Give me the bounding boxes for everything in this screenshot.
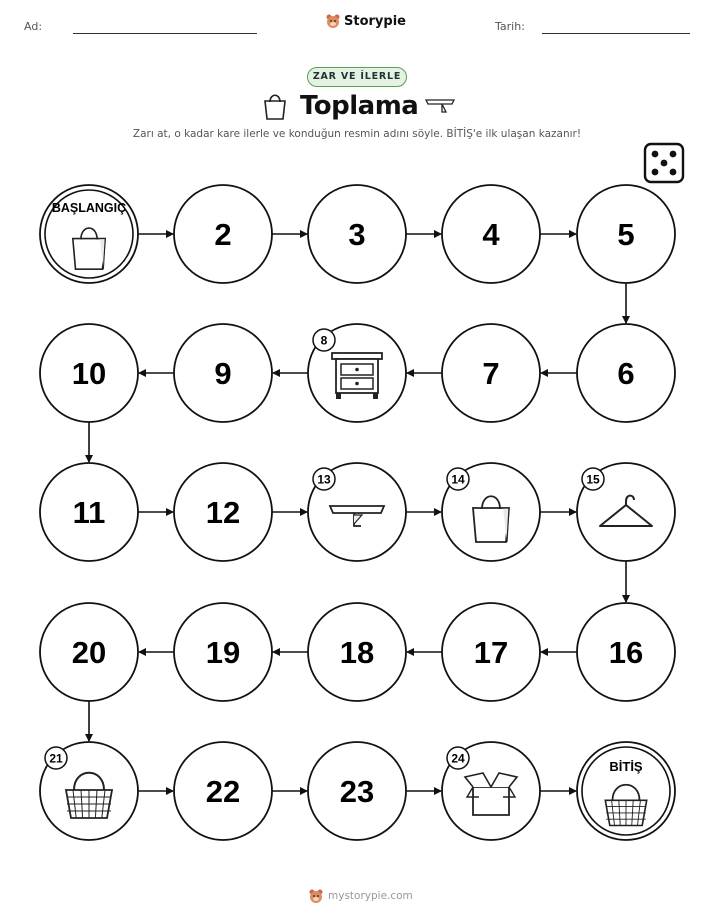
cell-number: 9 (214, 356, 232, 391)
cell-number: 12 (205, 495, 241, 530)
cell-number: 4 (482, 217, 500, 252)
board-cell-18[interactable] (308, 603, 406, 701)
board-cell-2[interactable] (174, 185, 272, 283)
board-cell-14[interactable] (442, 463, 540, 561)
board-cell-21[interactable] (40, 742, 138, 840)
finish-label: BİTİŞ (609, 759, 643, 774)
cell-number: 2 (214, 217, 232, 252)
board-cell-19[interactable] (174, 603, 272, 701)
cell-number: 20 (71, 635, 107, 670)
cell-number: 14 (451, 472, 465, 487)
board-cell-12[interactable] (174, 463, 272, 561)
cell-number: 8 (320, 333, 328, 348)
instructions: Zarı at, o kadar kare ilerle ve konduğun resmin adını söyle. BİTİŞ'e ilk ulaşan kazanır! (132, 128, 582, 140)
board-cell-13[interactable] (308, 463, 406, 561)
cell-number: 23 (339, 774, 375, 809)
board-cell-22[interactable] (174, 742, 272, 840)
cell-number: 3 (348, 217, 366, 252)
cell-number: 11 (72, 495, 106, 530)
board-cell-15[interactable] (577, 463, 675, 561)
board-cell-1[interactable] (40, 185, 138, 283)
board-cell-25[interactable] (577, 742, 675, 840)
nightstand-icon (332, 353, 382, 399)
activity-badge: ZAR VE İLERLE (307, 67, 407, 87)
cell-number: 15 (586, 472, 600, 487)
cell-number: 5 (617, 217, 635, 252)
board-cell-8[interactable] (308, 324, 406, 422)
cell-number: 21 (49, 751, 63, 766)
board-cell-5[interactable] (577, 185, 675, 283)
bear-mascot-icon (308, 888, 324, 904)
board-cell-7[interactable] (442, 324, 540, 422)
name-label: Ad: (24, 20, 43, 33)
board-cell-10[interactable] (40, 324, 138, 422)
cell-number: 24 (451, 751, 465, 766)
cell-number: 19 (205, 635, 241, 670)
date-label: Tarih: (495, 20, 525, 33)
cell-number: 13 (317, 472, 331, 487)
board-cell-23[interactable] (308, 742, 406, 840)
board-cell-11[interactable] (40, 463, 138, 561)
board-cell-9[interactable] (174, 324, 272, 422)
board-cell-3[interactable] (308, 185, 406, 283)
board-cell-6[interactable] (577, 324, 675, 422)
cell-number: 10 (71, 356, 107, 391)
page-title: Toplama (300, 91, 419, 121)
cell-number: 16 (608, 635, 644, 670)
board-cell-16[interactable] (577, 603, 675, 701)
footer-url[interactable]: mystorypie.com (328, 890, 413, 902)
board-cell-24[interactable] (442, 742, 540, 840)
board-cell-17[interactable] (442, 603, 540, 701)
board-cell-20[interactable] (40, 603, 138, 701)
cell-number: 22 (205, 774, 241, 809)
cell-number: 6 (617, 356, 635, 391)
board-cell-4[interactable] (442, 185, 540, 283)
start-label: BAŞLANGIÇ (51, 201, 127, 215)
footer (308, 888, 413, 904)
brand-name: Storypie (344, 13, 406, 29)
cell-number: 18 (339, 635, 375, 670)
cell-number: 7 (482, 356, 500, 391)
cell-number: 17 (473, 635, 509, 670)
